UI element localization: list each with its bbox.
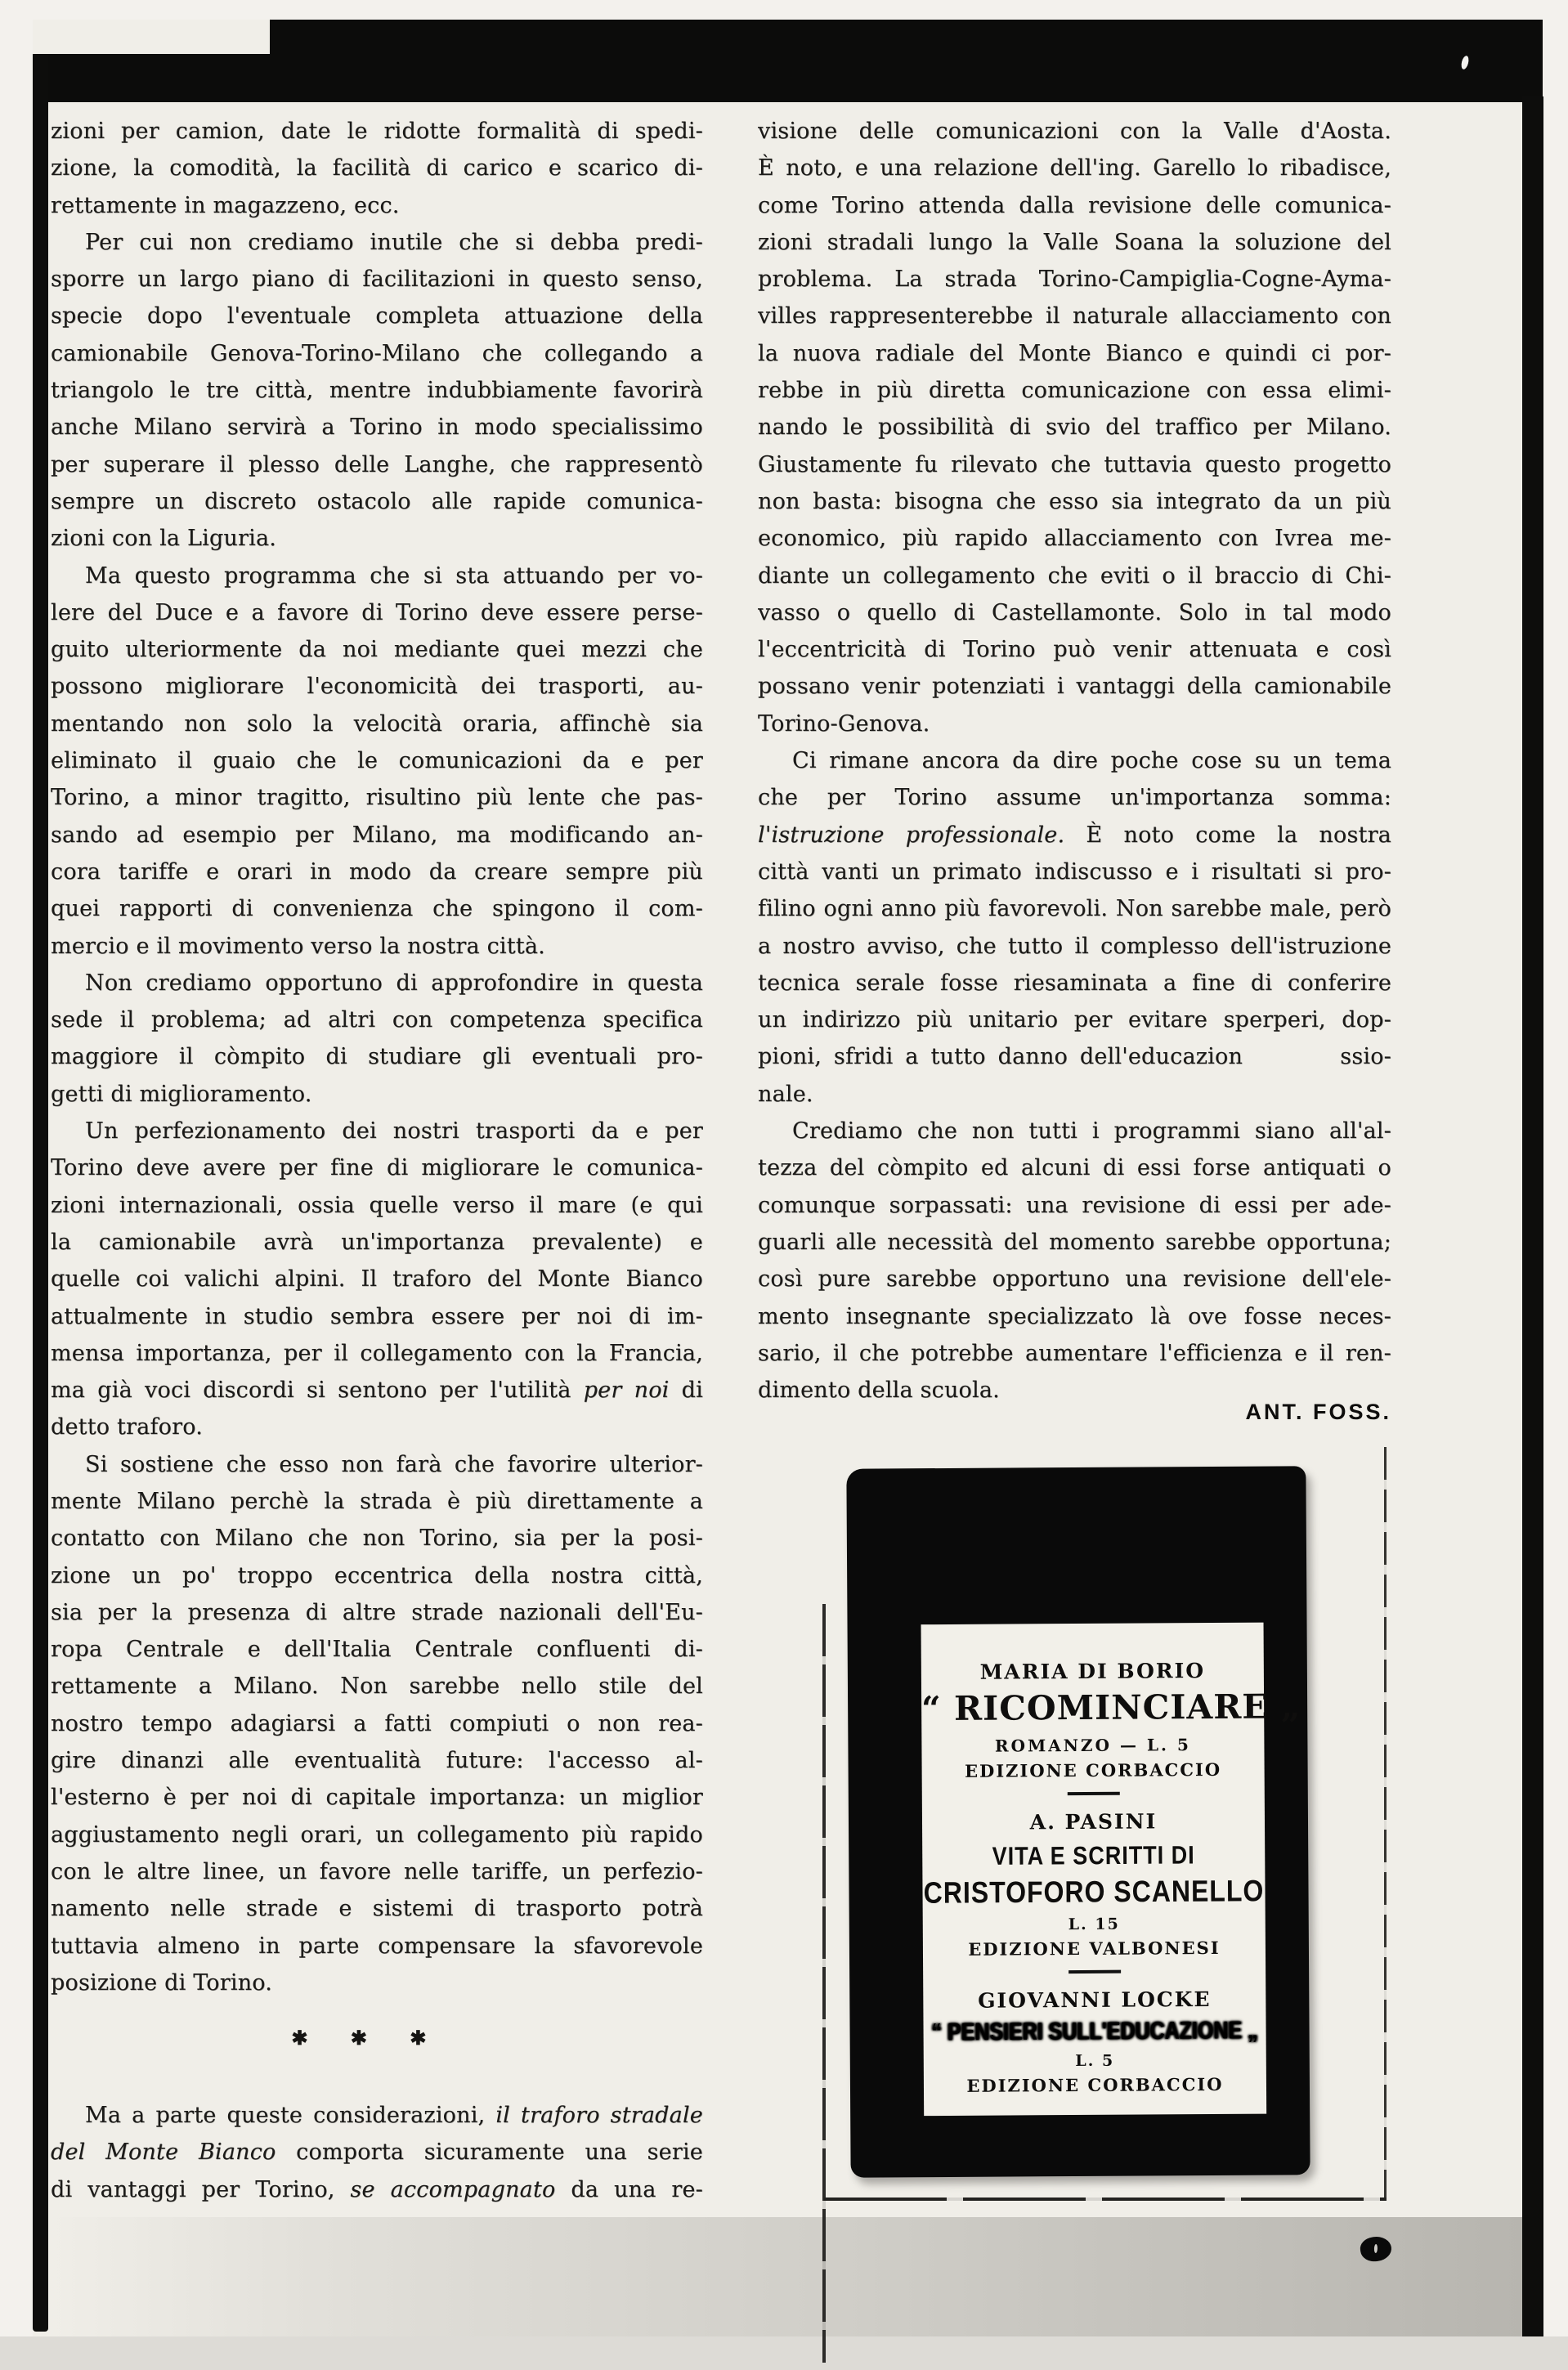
text-line: zioni internazionali, ossia quelle verso il mare (e qui <box>51 1192 703 1218</box>
text-line: specie dopo l'eventuale completa attuazione della <box>51 303 703 329</box>
scan-border-top-left <box>33 54 278 102</box>
text-line: a nostro avviso, che tutto il complesso dell'istruzione <box>758 933 1391 959</box>
text-line: sempre un discreto ostacolo alle rapide comunica- <box>51 488 703 514</box>
text-line: l'eccentricità di Torino può venir attenuata e così <box>758 637 1391 663</box>
text-line: Per cui non crediamo inutile che si debba predi- <box>85 229 703 255</box>
text-line: vasso o quello di Castellamonte. Solo in tal modo <box>758 599 1391 625</box>
ad-rule <box>1067 1792 1119 1795</box>
left-column-text <box>51 113 703 2001</box>
scan-border-right <box>1522 96 1543 2336</box>
ad-edition: EDIZIONE CORBACCIO <box>965 1758 1222 1781</box>
text-line: sando ad esempio per Milano, ma modificando an- <box>51 822 703 848</box>
text-line: come Torino attenda dalla revisione delle comunica- <box>758 192 1391 218</box>
text-line: tezza del còmpito ed alcuni di essi forse antiquati o <box>758 1155 1391 1181</box>
text-line: rettamente in magazzeno, ecc. <box>51 192 400 218</box>
text-line: mercio e il movimento verso la nostra città. <box>51 933 545 959</box>
text-line: l'istruzione professionale. È noto come la nostra <box>758 822 1391 848</box>
text-line: zione un po' troppo eccentrica della nostra città, <box>51 1562 703 1588</box>
text-line: Giustamente fu rilevato che tuttavia questo progetto <box>758 451 1391 477</box>
text-line: namento nelle strade e sistemi di trasporto potrà <box>51 1896 703 1922</box>
text-line: non basta: bisogna che esso sia integrato da un più <box>758 488 1391 514</box>
text-line: nando le possibilità di svio del traffico per Milano. <box>758 414 1391 441</box>
text-line: sario, il che potrebbe aumentare l'efficienza e il ren- <box>758 1340 1391 1366</box>
text-line: pioni, sfridi a tutto danno dell'educazion ssio- <box>758 1044 1391 1070</box>
text-line: per superare il plesso delle Langhe, che rappresentò <box>51 451 703 477</box>
text-line: mentando non solo la velocità oraria, affinchè sia <box>51 710 703 737</box>
left-column-closing-paragraph <box>51 2097 703 2208</box>
text-line: città vanti un primato indiscusso e i risultati si pro- <box>758 858 1391 885</box>
text-line: rettamente a Milano. Non sarebbe nello stile del <box>51 1673 703 1700</box>
text-line: Un perfezionamento dei nostri trasporti da e per <box>85 1118 703 1145</box>
text-line: economico, più rapido allacciamento con Ivrea me- <box>758 526 1391 552</box>
text-line: contatto con Milano che non Torino, sia per la posi- <box>51 1525 703 1552</box>
text-line: la nuova radiale del Monte Bianco e quindi ci por- <box>758 340 1391 366</box>
text-line: mento insegnante specializzato là ove fosse neces- <box>758 1303 1391 1329</box>
ad-meta-sm: L. 15 <box>1068 1915 1120 1934</box>
text-line: Torino deve avere per fine di migliorare le comunica- <box>51 1155 703 1181</box>
text-line: la camionabile avrà un'importanza prevalente) e <box>51 1229 703 1255</box>
text-line: villes rappresenterebbe il naturale allacciamento con <box>758 303 1391 329</box>
text-line: nale. <box>758 1081 813 1107</box>
text-line: del Monte Bianco comporta sicuramente una serie <box>51 2139 703 2166</box>
ad-rule <box>1068 1970 1121 1974</box>
text-line: quei rapporti di convenienza che spingono il com- <box>51 896 703 922</box>
text-line: filino ogni anno più favorevoli. Non sarebbe male, però <box>758 896 1391 922</box>
text-line: diante un collegamento che eviti o il braccio di Chi- <box>758 562 1391 589</box>
text-line: camionabile Genova-Torino-Milano che collegando a <box>51 340 703 366</box>
text-line: Torino, a minor tragitto, risultino più lente che pas- <box>51 785 703 811</box>
ad-meta-sm: L. 5 <box>1075 2051 1115 2071</box>
text-line: che per Torino assume un'importanza somma: <box>758 785 1391 811</box>
text-line: ropa Centrale e dell'Italia Centrale confluenti di- <box>51 1637 703 1663</box>
ad-edition: EDIZIONE CORBACCIO <box>966 2073 1224 2096</box>
scan-border-top <box>270 20 1543 102</box>
text-line: getti di miglioramento. <box>51 1081 312 1107</box>
scan-border-left <box>33 54 48 2332</box>
ad-frame-left-line <box>822 1604 826 2363</box>
text-line: possano venir potenziati i vantaggi della camionabile <box>758 674 1391 700</box>
text-line: attualmente in studio sembra essere per noi di im- <box>51 1303 703 1329</box>
text-line: anche Milano servirà a Torino in modo specialissimo <box>51 414 703 441</box>
ad-title-large: “ RICOMINCIARE „ <box>921 1687 1301 1729</box>
text-line: con le altre linee, un favore nelle tariffe, un perfezio- <box>51 1858 703 1884</box>
text-line: tecnica serale fosse riesaminata a fine di conferire <box>758 970 1391 996</box>
text-line: Torino-Genova. <box>758 710 930 737</box>
section-separator-asterisks: ✱ ✱ ✱ <box>291 2026 445 2050</box>
text-line: gire dinanzi alle eventualità future: l'accesso al- <box>51 1748 703 1774</box>
ad-meta: ROMANZO — L. 5 <box>994 1735 1191 1756</box>
author-signature: ANT. FOSS. <box>1245 1400 1391 1424</box>
text-line: Ci rimane ancora da dire poche cose su un tema <box>792 748 1391 774</box>
text-line: posizione di Torino. <box>51 1969 273 1996</box>
text-line: sede il problema; ad altri con competenza specifica <box>51 1007 703 1033</box>
text-line: un indirizzo più unitario per evitare sperperi, dop- <box>758 1007 1391 1033</box>
text-line: aggiustamento negli orari, un collegamento più rapido <box>51 1821 703 1848</box>
text-line: rebbe in più diretta comunicazione con essa elimi- <box>758 378 1391 404</box>
text-line: maggiore il còmpito di studiare gli eventuali pro- <box>51 1044 703 1070</box>
text-line: sia per la presenza di altre strade nazionali dell'Eu- <box>51 1599 703 1625</box>
ad-author-2: A. PASINI <box>1029 1809 1158 1835</box>
text-line: dimento della scuola. <box>758 1378 1000 1404</box>
text-line: eliminato il guaio che le comunicazioni da e per <box>51 748 703 774</box>
text-line: quelle coi valichi alpini. Il traforo del Monte Bianco <box>51 1266 703 1293</box>
book-cover-photo <box>846 1466 1310 2177</box>
text-line: comunque sorpassati: una revisione di essi per ade- <box>758 1192 1391 1218</box>
text-line: cora tariffe e orari in modo da creare sempre più <box>51 858 703 885</box>
text-line: Ma a parte queste considerazioni, il traforo stradale <box>85 2103 703 2128</box>
text-line: sporre un largo piano di facilitazioni in questo senso, <box>51 267 703 293</box>
ad-frame-bottom-line <box>824 2198 1387 2201</box>
text-line: zioni per camion, date le ridotte formalità di spedi- <box>51 119 703 144</box>
text-line: lere del Duce e a favore di Torino deve essere perse- <box>51 599 703 625</box>
text-line: zioni stradali lungo la Valle Soana la soluzione del <box>758 229 1391 255</box>
ad-edition: EDIZIONE VALBONESI <box>968 1937 1221 1960</box>
text-line: nostro tempo adagiarsi a fatti compiuti o non rea- <box>51 1710 703 1736</box>
text-line: l'esterno è per noi di capitale importanza: un miglior <box>51 1785 703 1811</box>
ad-frame-right-line <box>1384 1447 1387 2198</box>
text-line: mensa importanza, per il collegamento con la Francia, <box>51 1340 703 1366</box>
text-line: di vantaggi per Torino, se accompagnato da una re- <box>51 2176 703 2202</box>
text-line: possono migliorare l'economicità dei trasporti, au- <box>51 674 703 700</box>
text-line: tuttavia almeno in parte compensare la sfavorevole <box>51 1933 703 1959</box>
text-line: guarli alle necessità del momento sarebbe opportuna; <box>758 1229 1391 1255</box>
text-line: guito ulteriormente da noi mediante quei mezzi che <box>51 637 703 663</box>
ad-title-sans-lg: CRISTOFORO SCANELLO <box>923 1873 1265 1910</box>
text-line: ma già voci discordi si sentono per l'utilità per noi di <box>51 1378 703 1404</box>
ad-title-smudged: “ PENSIERI SULL'EDUCAZIONE „ <box>931 2016 1258 2046</box>
page-bottom-shadow <box>47 2217 1522 2336</box>
text-line: triangolo le tre città, mentre indubbiamente favorirà <box>51 378 703 404</box>
text-line: mente Milano perchè la strada è più direttamente a <box>51 1488 703 1514</box>
right-column-text <box>758 113 1391 1409</box>
text-line: così pure sarebbe opportuno una revisione dell'ele- <box>758 1266 1391 1293</box>
text-line: Si sostiene che esso non farà che favorire ulterior- <box>85 1451 703 1477</box>
text-line: Ma questo programma che si sta attuando per vo- <box>85 562 703 589</box>
ad-title-sans: VITA E SCRITTI DI <box>992 1840 1195 1870</box>
book-advertisement-label <box>921 1623 1301 2117</box>
text-line: È noto, e una relazione dell'ing. Garello lo ribadisce, <box>758 155 1391 181</box>
ad-author: MARIA DI BORIO <box>979 1659 1206 1684</box>
text-line: zioni con la Liguria. <box>51 526 277 552</box>
text-line: visione delle comunicazioni con la Valle d'Aosta. <box>758 119 1391 144</box>
text-line: zione, la comodità, la facilità di carico e scarico di- <box>51 155 703 181</box>
text-line: Non crediamo opportuno di approfondire in questa <box>85 970 703 996</box>
text-line: detto traforo. <box>51 1414 203 1440</box>
text-line: problema. La strada Torino-Campiglia-Cogne-Ayma- <box>758 267 1391 293</box>
text-line: Crediamo che non tutti i programmi siano all'al- <box>792 1118 1391 1145</box>
scan-bottom-edge <box>0 2336 1568 2370</box>
ad-author-2: GIOVANNI LOCKE <box>978 1987 1212 2013</box>
